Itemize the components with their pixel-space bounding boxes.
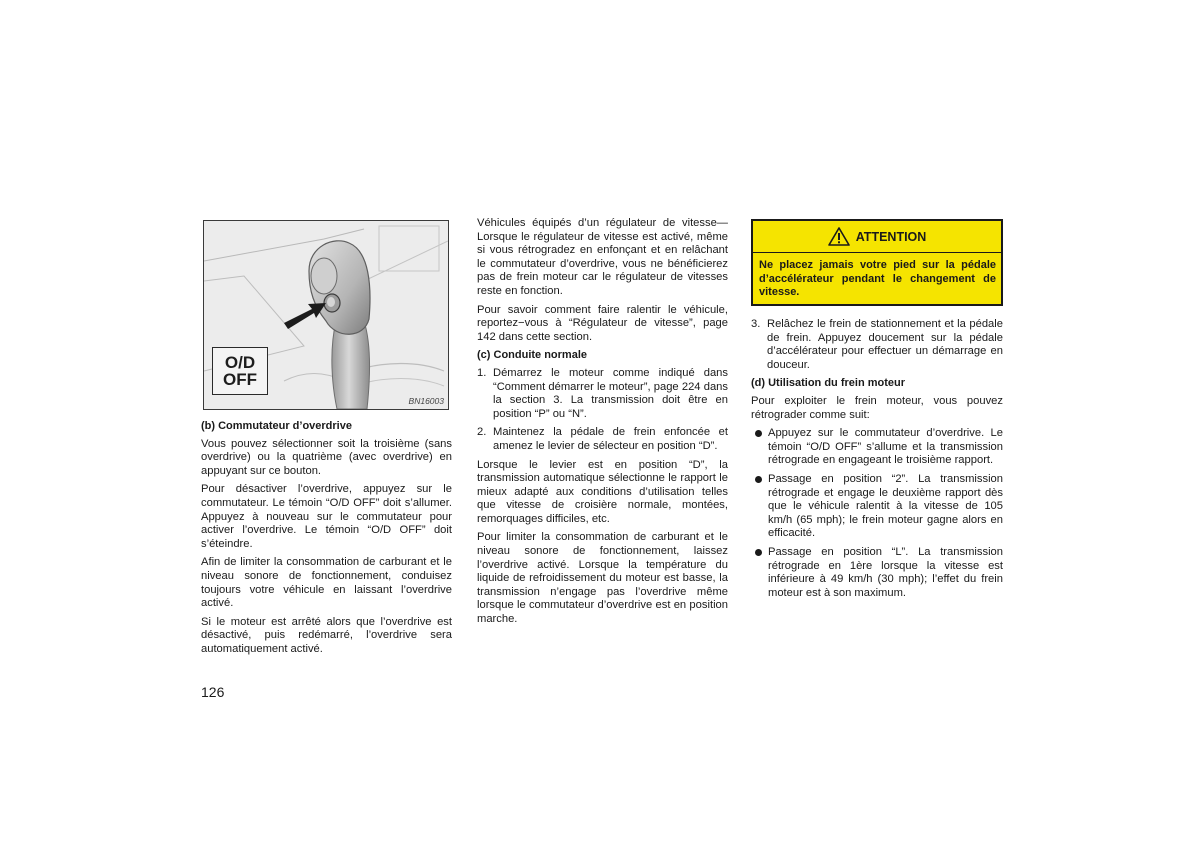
attention-header: [753, 221, 1001, 253]
figure-code: BN16003: [408, 396, 444, 406]
step-number: 3.: [751, 318, 761, 330]
list-item: [477, 367, 728, 421]
paragraph: Lorsque le levier est en position “D”, la transmission automatique sélectionne le rapport le mieux adapté aux conditions d’utilisation telles que vitesse de croisière normale, montées, remorquages difficiles, etc.: [477, 458, 728, 525]
bullet-text: Appuyez sur le commutateur d’overdrive. Le témoin “O/D OFF” s’allume et la transmission rétrograde en engageant le troisième rapport.: [768, 427, 1003, 467]
od-switch-illustration: [203, 220, 449, 410]
paragraph: Vous pouvez sélectionner soit la troisième (sans overdrive) ou la quatrième (avec overdrive) en appuyant sur ce bouton.: [201, 437, 452, 477]
paragraph: Pour limiter la consommation de carburant et le niveau sonore de fonctionnement, laissez l’overdrive activé. Lorsque la température du liquide de refroidissement du moteur est basse, la transmission n’engage pas l’overdrive même lorsque le commutateur d’overdrive est en position marche.: [477, 531, 728, 626]
left-column: [201, 420, 452, 662]
steps-list: [477, 367, 728, 454]
paragraph: Si le moteur est arrêté alors que l’overdrive est désactivé, puis redémarré, l’overdrive sera automatiquement activé.: [201, 615, 452, 655]
paragraph: Véhicules équipés d’un régulateur de vitesse—Lorsque le régulateur de vitesse est activé, même si vous rétrogradez en enfonçant et en relâchant le commutateur d’overdrive, vous ne bénéficierez pas de frein moteur car le régulateur de vitesses reste en fonction.: [477, 217, 728, 297]
attention-title: ATTENTION: [855, 229, 927, 244]
step-number: 1.: [477, 366, 487, 379]
bullet-icon: [755, 549, 762, 556]
off-label: OFF: [223, 370, 257, 389]
step-text: Maintenez la pédale de frein enfoncée et amenez le levier de sélecteur en position “D”.: [493, 426, 728, 452]
paragraph: Pour exploiter le frein moteur, vous pouvez rétrograder comme suit:: [751, 394, 1003, 421]
steps-list-continued: [751, 318, 1003, 372]
bullet-icon: [755, 430, 762, 437]
page-number: 126: [201, 684, 225, 700]
section-heading-d: (d) Utilisation du frein moteur: [751, 377, 905, 390]
bullet-text: Passage en position “2”. La transmission rétrograde et engage le deuxième rapport dès que le véhicule ralentit à la vitesse de 105 km/h (65 mph); le frein moteur gagne alors en efficacité.: [768, 472, 1003, 540]
middle-column: [477, 217, 728, 632]
step-text: Démarrez le moteur comme indiqué dans “Comment démarrer le moteur”, page 224 dans la section 3. La transmission doit être en position “P” ou “N”.: [493, 366, 728, 420]
right-column: [751, 318, 1003, 605]
list-item: [751, 473, 1003, 541]
step-text: Relâchez le frein de stationnement et la pédale de frein. Appuyez doucement sur la pédale d’accélérateur pour effectuer un démarrage en douceur.: [767, 318, 1003, 371]
od-off-indicator: [212, 347, 268, 395]
paragraph: Afin de limiter la consommation de carburant et le niveau sonore de fonctionnement, conduisez toujours votre véhicule en laissant l’overdrive activé.: [201, 556, 452, 610]
bullet-icon: [755, 476, 762, 483]
list-item: [477, 426, 728, 453]
step-number: 2.: [477, 426, 487, 439]
paragraph: Pour savoir comment faire ralentir le véhicule, reportez−vous à “Régulateur de vitesse”, page 142 dans cette section.: [477, 303, 728, 343]
paragraph: Pour désactiver l’overdrive, appuyez sur le commutateur. Le témoin “O/D OFF” doit s’allumer. Appuyez à nouveau sur le commutateur pour activer l’overdrive. Le témoin “O/D OFF” doit s’éteindre.: [201, 483, 452, 550]
od-label: O/D: [224, 353, 256, 372]
bullet-text: Passage en position “L”. La transmission rétrograde en 1ère lorsque la vitesse est inférieure à 49 km/h (30 mph); l’effet du frein moteur est à son maximum.: [768, 545, 1003, 599]
attention-box: [751, 219, 1003, 306]
section-heading-b: (b) Commutateur d’overdrive: [201, 420, 352, 432]
bullet-list: [751, 427, 1003, 600]
list-item: [751, 546, 1003, 600]
attention-text: Ne placez jamais votre pied sur la pédale d’accélérateur pendant le changement de vitesse.: [759, 259, 996, 299]
list-item: [751, 318, 1003, 372]
warning-triangle-icon: [828, 227, 850, 246]
section-heading-c: (c) Conduite normale: [477, 349, 588, 362]
list-item: [751, 427, 1003, 468]
